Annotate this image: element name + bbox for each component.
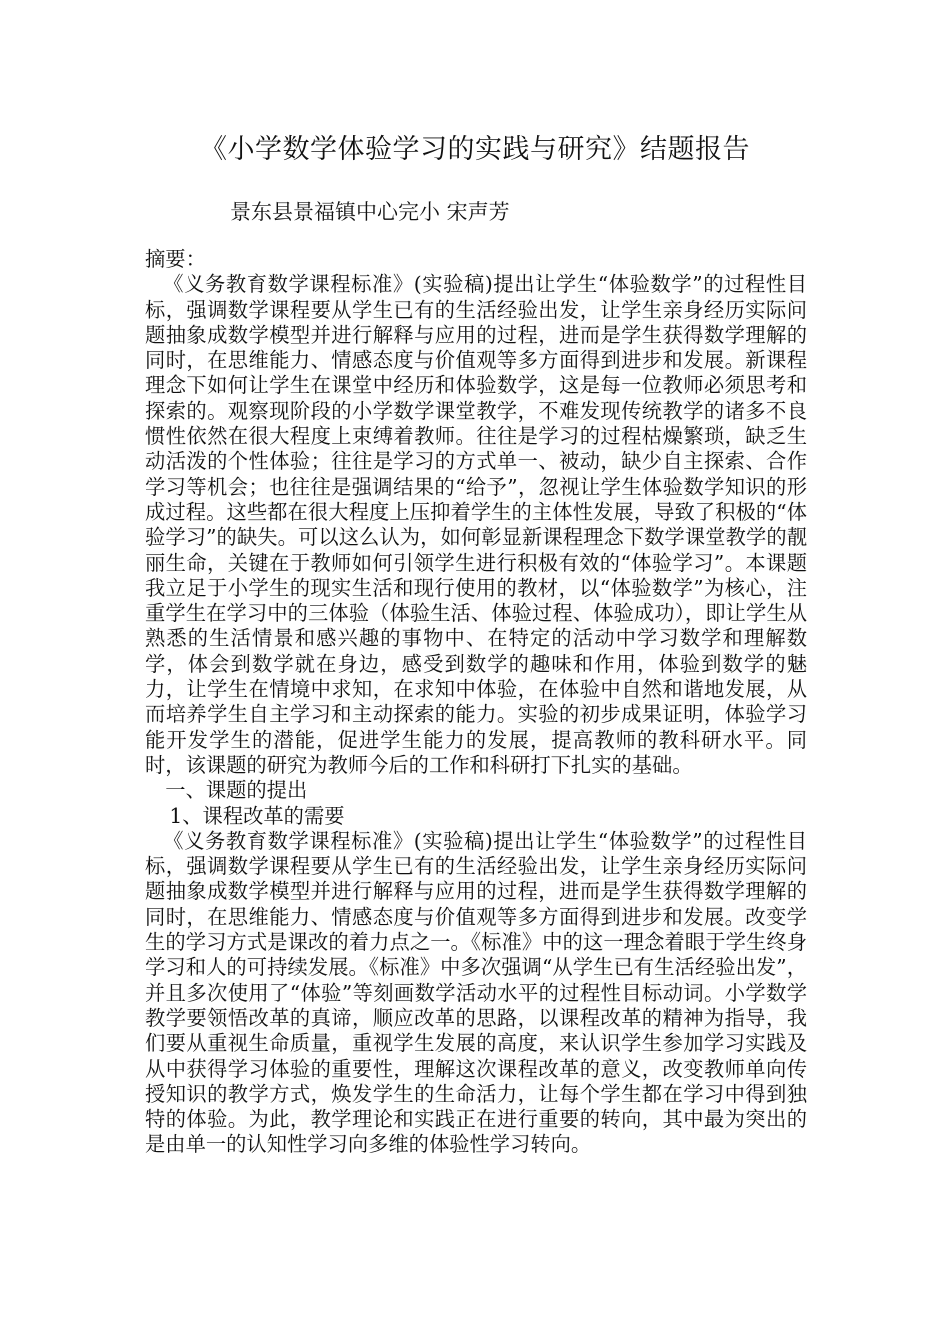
section-paragraph: 《义务教育数学课程标准》(实验稿)提出让学生“体验数学”的过程性目标，强调数学课程要从学生已有的生活经验出发，让学生亲身经历实际问题抽象成数学模型并进行解释与应用的过程，进而是学生获得数学理解的同时，在思维能力、情感态度与价值观等多方面得到进步和发展。改变学生的学习方式是课改的着力点之一。《标准》中的这一理念着眼于学生终身学习和人的可持续发展。《标准》中多次强调“从学生已有生活经验出发”，并且多次使用了“体验”等刻画数学活动水平的过程性目标动词。小学数学教学要领悟改革的真谛，顺应改革的思路，以课程改革的精神为指导，我们要从重视生命质量，重视学生发展的高度，来认识学生参加学习实践及从中获得学习体验的重要性，理解这次课程改革的意义，改变教师单向传授知识的教学方式，焕发学生的生命活力，让每个学生都在学习中得到独特的体验。为此，教学理论和实践正在进行重要的转向，其中最为突出的是由单一的认知性学习向多维的体验性学习转向。 — [145, 828, 807, 1157]
document-body — [145, 247, 807, 1158]
abstract-label: 摘要： — [145, 247, 206, 271]
section-heading: 一、课题的提出 — [165, 778, 308, 803]
abstract-paragraph: 《义务教育数学课程标准》(实验稿)提出让学生“体验数学”的过程性目标，强调数学课程要从学生已有的生活经验出发，让学生亲身经历实际问题抽象成数学模型并进行解释与应用的过程，进而是学生获得数学理解的同时，在思维能力、情感态度与价值观等多方面得到进步和发展。新课程理念下如何让学生在课堂中经历和体验数学，这是每一位教师必须思考和探索的。观察现阶段的小学数学课堂教学，不难发现传统教学的诸多不良惯性依然在很大程度上束缚着教师。往往是学习的过程枯燥繁琐，缺乏生动活泼的个性体验；往往是学习的方式单一、被动，缺少自主探索、合作学习等机会；也往往是强调结果的“给予”，忽视让学生体验数学知识的形成过程。这些都在很大程度上压抑着学生的主体性发展，导致了积极的“体验学习”的缺失。可以这么认为，如何彰显新课程理念下数学课堂教学的靓丽生命，关键在于教师如何引领学生进行积极有效的“体验学习”。本课题我立足于小学生的现实生活和现行使用的教材，以“体验数学”为核心，注重学生在学习中的三体验（体验生活、体验过程、体验成功），即让学生从熟悉的生活情景和感兴趣的事物中、在特定的活动中学习数学和理解数学，体会到数学就在身边，感受到数学的趣味和作用，体验到数学的魅力，让学生在情境中求知，在求知中体验，在体验中自然和谐地发展，从而培养学生自主学习和主动探索的能力。实验的初步成果证明，体验学习能开发学生的潜能，促进学生能力的发展，提高教师的教科研水平。同时，该课题的研究为教师今后的工作和科研打下扎实的基础。 — [145, 272, 807, 777]
subsection-heading: 1、课程改革的需要 — [169, 803, 345, 828]
document-title: 《小学数学体验学习的实践与研究》结题报告 — [200, 134, 750, 165]
author-line: 景东县景福镇中心完小 宋声芳 — [230, 200, 510, 224]
